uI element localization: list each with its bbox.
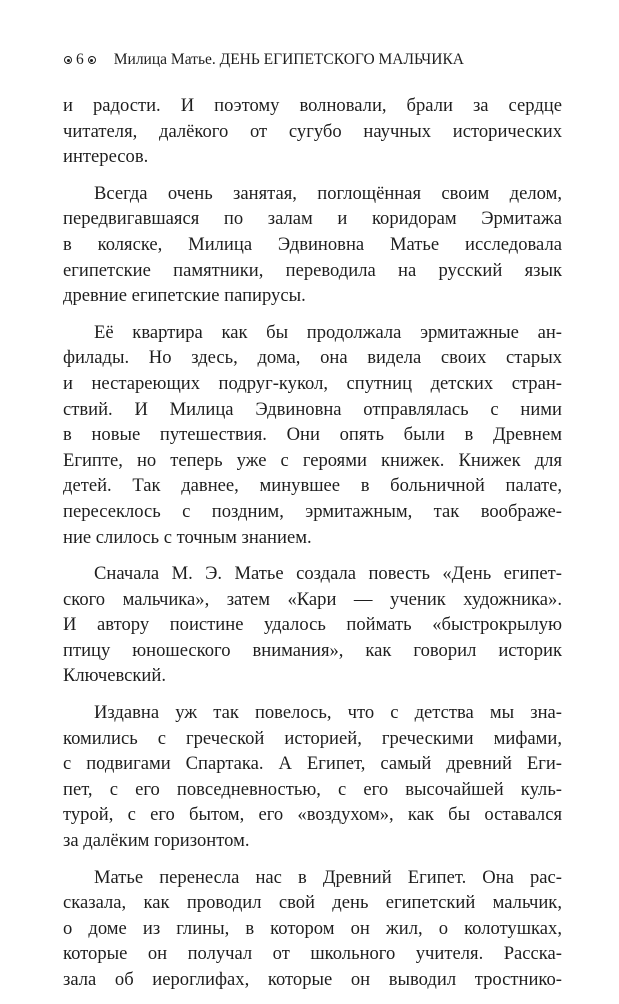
text-line: Ключевский. xyxy=(63,665,166,687)
paragraph xyxy=(63,181,562,309)
ornament-left-icon xyxy=(64,56,72,64)
paragraph xyxy=(63,700,562,854)
text-line: Её квартира как бы продолжала эрмитажные ан- xyxy=(94,321,562,343)
text-line: Матье перенесла нас в Древний Египет. Она рас- xyxy=(94,866,562,888)
text-line: которые он получал от школьного учителя. Расска- xyxy=(63,943,562,965)
body-text xyxy=(63,93,562,1004)
text-line: ского мальчика», затем «Кари — ученик художника». xyxy=(63,588,562,610)
page-number: 6 xyxy=(76,51,84,68)
text-line: ствий. И Милица Эдвиновна отправлялась с ними xyxy=(63,398,562,420)
text-line: Египте, но теперь уже с героями книжек. Книжек для xyxy=(63,449,562,471)
text-line: передвигавшаяся по залам и коридорам Эрмитажа xyxy=(63,208,562,230)
text-line: детей. Так давнее, минувшее в больничной палате, xyxy=(63,475,562,497)
text-line: читателя, далёкого от сугубо научных исторических xyxy=(63,120,562,142)
text-line: Сначала М. Э. Матье создала повесть «День египет- xyxy=(94,563,562,585)
text-line: ние слилось с точным знанием. xyxy=(63,526,312,548)
text-line: пересеклось с поздним, эрмитажным, так воображе- xyxy=(63,500,562,522)
text-line: интересов. xyxy=(63,146,149,168)
text-line: в новые путешествия. Они опять были в Древнем xyxy=(63,424,562,446)
paragraph xyxy=(63,93,562,170)
text-line: Издавна уж так повелось, что с детства мы зна- xyxy=(94,702,562,724)
text-line: турой, с его бытом, его «воздухом», как бы оставался xyxy=(63,804,562,826)
text-line: сказала, как проводил свой день египетский мальчик, xyxy=(63,892,562,914)
text-line: зала об иероглифах, которые он выводил тростнико- xyxy=(63,969,562,990)
text-line: птицу юношеского внимания», как говорил историк xyxy=(63,639,562,661)
text-line: пет, с его повседневностью, с его высочайшей куль- xyxy=(63,778,562,800)
text-line: комились с греческой историей, греческими мифами, xyxy=(63,727,562,749)
text-line: о доме из глины, в котором он жил, о колотушках, xyxy=(63,917,562,939)
text-line: древние египетские папирусы. xyxy=(63,285,306,307)
text-line: Всегда очень занятая, поглощённая своим делом, xyxy=(94,182,562,204)
ornament-right-icon xyxy=(88,56,96,64)
text-line: за далёким горизонтом. xyxy=(63,830,250,852)
text-line: с подвигами Спартака. А Египет, самый древний Еги- xyxy=(63,753,562,775)
paragraph xyxy=(63,320,562,550)
running-head xyxy=(64,50,564,70)
text-line: в коляске, Милица Эдвиновна Матье исследовала xyxy=(63,233,562,255)
paragraph xyxy=(63,561,562,689)
text-line: И автору поистине удалось поймать «быстрокрылую xyxy=(63,614,562,636)
paragraph xyxy=(63,865,562,993)
text-line: филады. Но здесь, дома, она видела своих старых xyxy=(63,347,562,369)
text-line: и нестареющих подруг-кукол, спутниц детских стран- xyxy=(63,372,562,394)
text-line: египетские памятники, переводила на русский язык xyxy=(63,259,562,281)
text-line: и радости. И поэтому волновали, брали за сердце xyxy=(63,95,562,116)
running-title: Милица Матье. ДЕНЬ ЕГИПЕТСКОГО МАЛЬЧИКА xyxy=(113,51,464,68)
